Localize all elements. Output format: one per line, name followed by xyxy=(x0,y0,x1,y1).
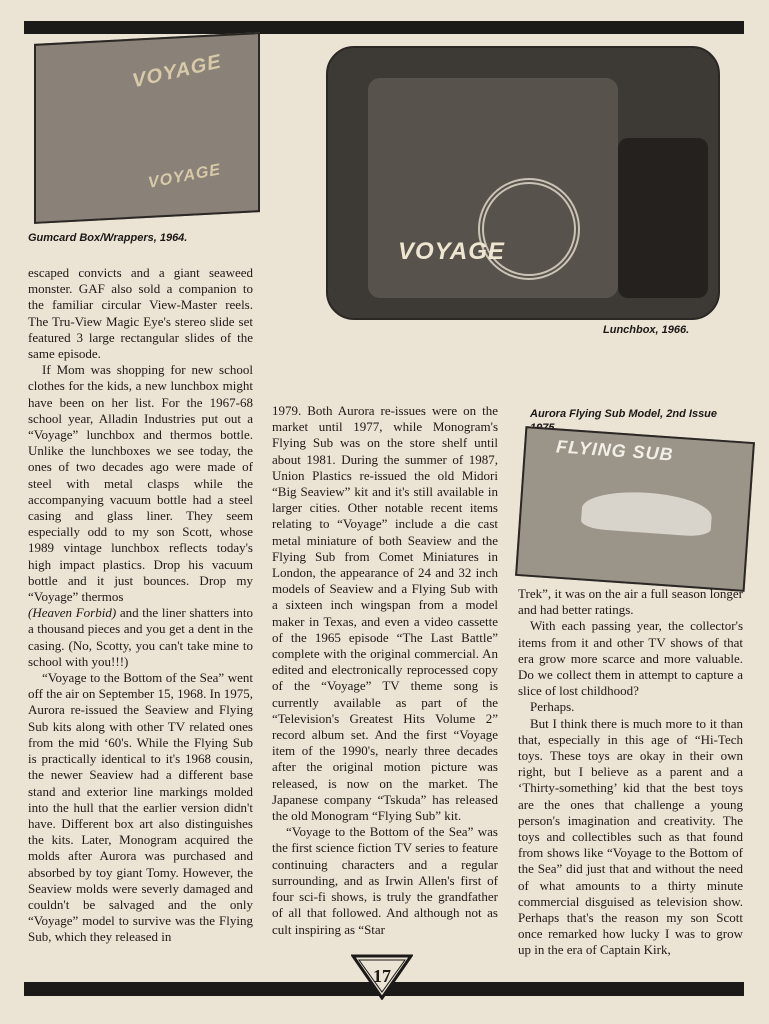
article-column-3 xyxy=(518,586,743,959)
gumcard-caption: Gumcard Box/Wrappers, 1964. xyxy=(28,232,188,244)
lunchbox-logo: VOYAGE xyxy=(398,238,505,265)
paragraph: Perhaps. xyxy=(530,699,575,715)
flying-sub-photo xyxy=(515,426,755,592)
page-number: 17 xyxy=(373,966,391,986)
flying-sub-caption: Aurora Flying Sub Model, 2nd Issue xyxy=(530,408,718,420)
article-column-2 xyxy=(272,403,498,938)
paragraph-tail-text: and the liner shatters into a thousand pieces and you get a dent in the casing. (No, Scotty, you can't take mine to school with you!!!) xyxy=(28,605,253,669)
gumcard-wrapper-logo: VOYAGE xyxy=(147,161,223,192)
paragraph: escaped convicts and a giant seaweed monster. GAF also sold a companion to the familiar circular View-Master reels. The Tru-View Magic Eye's stereo slide set featured 3 large rectangular slides of the same episode. xyxy=(28,265,253,362)
paragraph: Trek”, it was on the air a full season longer and had better ratings. xyxy=(518,586,743,618)
paragraph: With each passing year, the collector's items from it and other TV shows of that era grow more scarce and more valuable. Do we collect them in attempt to capture a slice of lost childhood? xyxy=(518,618,743,699)
paragraph: 1979. Both Aurora re-issues were on the market until 1977, while Monogram's Flying Sub was on the store shelf until about 1981. During the summer of 1987, Union Plastics re-issued the old Midori “Big Seaview” kit and it's still available in larger cities. Other notable recent items relating to “Voyage” include a die cast metal miniature of both Seaview and the Flying Sub from Comet Miniatures in London, the appearance of 24 and 32 inch models of Seaview and a Flying Sub with a sixteen inch wingspan from a model maker in Texas, and even a video cassette of the 1965 episode “The Last Battle” complete with the original commercial. An edited and electronically reprocessed copy of the “Voyage” TV theme song is currently available as part of the “Television's Greatest Hits Volume 2” record album set. And the first “Voyage item of the 1990's, nearly three decades after the original motion picture was released, is now on the market. The Japanese company “Tskuda” has released the old Monogram “Flying Sub” kit. xyxy=(272,403,498,824)
gumcard-box-photo xyxy=(34,32,260,224)
paragraph: “Voyage to the Bottom of the Sea” went off the air on September 15, 1968. In 1975, Aurora re-issued the Seaview and Flying Sub kits along with other TV related ones from the mid ‘60's. While the Flying Sub is practically identical to it's 1968 cousin, the newer Seaview had a different base stand and exterior line markings molded into the hull that the earlier version didn't have. Different box art also distinguishes the kits. Later, Monogram acquired the molds after Aurora was purchased and absorbed by toy giant Tomy. However, the Seaview molds were severly damaged and couldn't be salvaged and the only “Voyage” model to survive was the Flying Sub, which they released in xyxy=(28,670,253,945)
lunchbox-photo xyxy=(326,46,720,320)
gumcard-box-logo: VOYAGE xyxy=(130,50,224,93)
flying-sub-box-logo: FLYING SUB xyxy=(555,436,675,465)
paragraph: But I think there is much more to it than that, especially in this age of “Hi-Tech toys. These toys are okay in their own right, but I believe as a parent and a ‘Thirty-something’ kid that the best toys are the ones that challenge a young person's imagination and creativity. The toys and collectibles such as that found from shows like “Voyage to the Bottom of the Sea” did just that and without the need of what amounts to a thirty minute commercial disguised as television show. Perhaps that's the reason my son Scott once remarked how lucky I was to grow up in the era of Captain Kirk, xyxy=(518,715,743,958)
paragraph-tail xyxy=(28,605,253,670)
lunchbox-thermos xyxy=(618,138,708,298)
italic-aside: (Heaven Forbid) xyxy=(28,605,117,621)
top-rule xyxy=(24,21,744,34)
paragraph: “Voyage to the Bottom of the Sea” was the first science fiction TV series to feature continuing characters and a regular surrounding, and as Irwin Allen's first of four sci-fi shows, is truly the grandfather of all that followed. And although not as cult inspiring as “Star xyxy=(272,824,498,937)
flying-sub-craft xyxy=(581,488,713,537)
lunchbox-caption: Lunchbox, 1966. xyxy=(603,324,690,336)
paragraph: If Mom was shopping for new school clothes for the kids, a new lunchbox might have been on her list. For the 1967-68 school year, Alladin Industries put out a “Voyage” lunchbox and thermos bottle. Unlike the lunchboxes we see today, the ones of two decades ago were made of steel with metal clasps while the accompanying vacuum bottle had a steel casing and glass liner. They seem especially odd to my son Scott, whose 1989 vintage lunchbox reflects today's high impact plastics. Drop his vacuum bottle and it just bounces. Drop my “Voyage” thermos xyxy=(28,362,253,605)
page-number-badge xyxy=(351,954,413,1000)
article-column-1 xyxy=(28,265,253,946)
